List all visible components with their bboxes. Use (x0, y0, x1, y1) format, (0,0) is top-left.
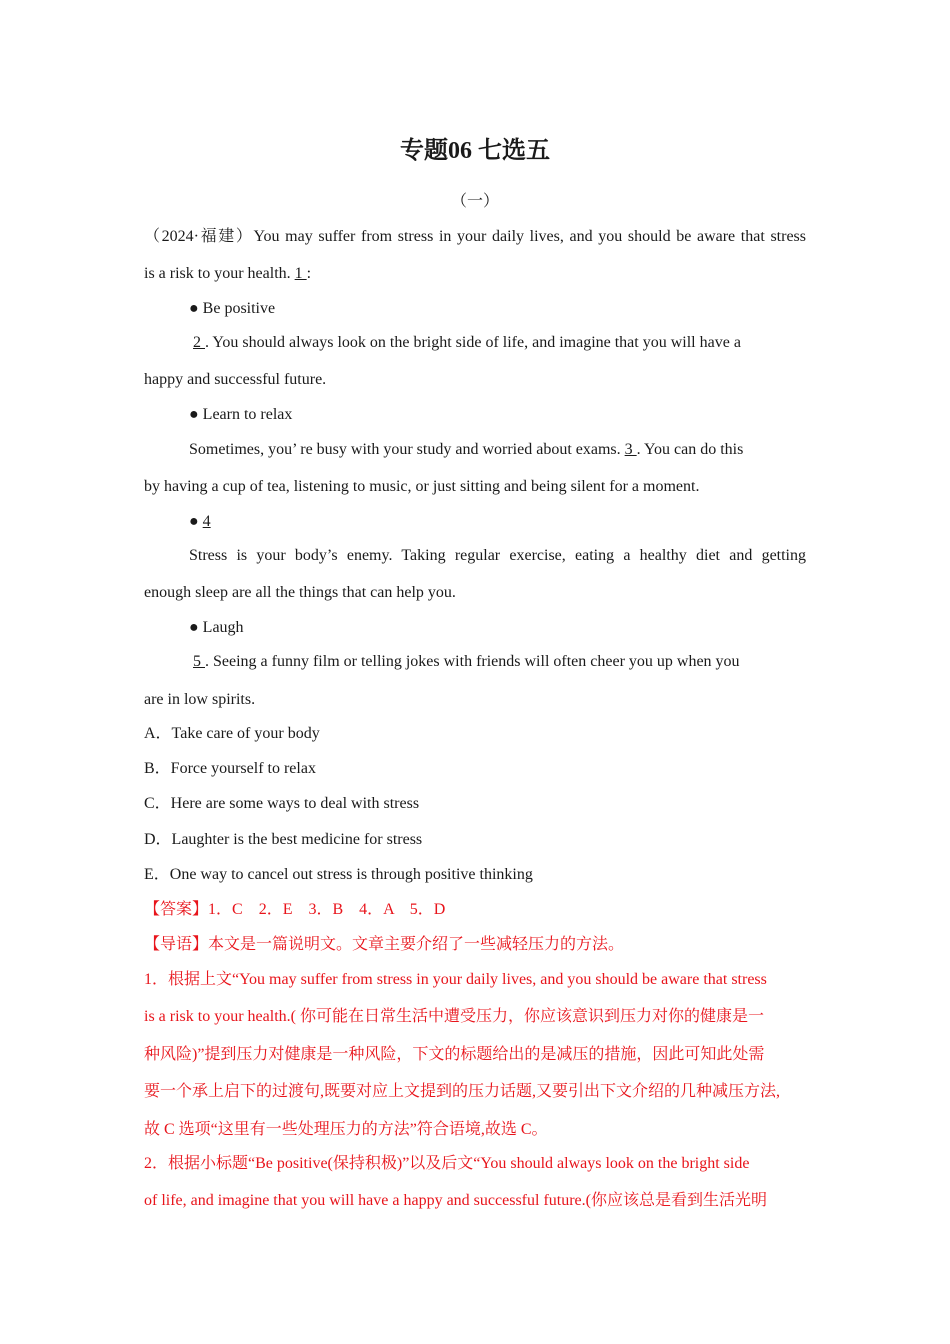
section-heading: （一） (450, 193, 499, 210)
explanation-line: 2．根据小标题“Be positive(保持积极)”以及后文“You should always look on the bright side (144, 1155, 750, 1172)
guide-line (144, 933, 806, 957)
passage-line: happy and successful future. (144, 371, 327, 388)
passage-line: Stress is your body’s enemy. Taking regular exercise, eating a healthy diet and getting (189, 547, 806, 564)
blank-1: 1 (294, 265, 307, 282)
passage-line: enough sleep are all the things that can help you. (144, 584, 456, 601)
passage-line: is a risk to your health. 1 : (144, 265, 312, 282)
answer-label: 【答案】 (144, 901, 209, 918)
explanation-line: is a risk to your health.( 你可能在日常生活中遭受压力，你应该意识到压力对你的健康是一 (144, 1008, 764, 1025)
subheading-learn-to-relax: ● Learn to relax (189, 406, 293, 423)
answer-text: 1．C 2．E 3．B 4．A 5．D (208, 901, 446, 918)
blank-4: 4 (202, 513, 211, 530)
blank-3: 3 (624, 441, 637, 458)
explanation-line: 种风险)”提到压力对健康是一种风险，下文的标题给出的是减压的措施，因此可知此处需 (144, 1046, 765, 1063)
guide-label: 【导语】 (144, 936, 209, 953)
passage-line: 5 . Seeing a funny film or telling jokes with friends will often cheer you up when you (193, 653, 740, 670)
option-d: D．Laughter is the best medicine for stress (144, 831, 423, 848)
blank-5: 5 (193, 653, 205, 670)
explanation-line: 要一个承上启下的过渡句,既要对应上文提到的压力话题,又要引出下文介绍的几种减压方法, (144, 1083, 781, 1100)
passage-line: by having a cup of tea, listening to music, or just sitting and being silent for a moment. (144, 478, 700, 495)
explanation-line: of life, and imagine that you will have a happy and successful future.(你应该总是看到生活光明 (144, 1192, 767, 1209)
explanation-line: 1．根据上文“You may suffer from stress in your daily lives, and you should be aware that stress (144, 971, 767, 988)
option-e: E．One way to cancel out stress is through positive thinking (144, 866, 533, 883)
option-c: C．Here are some ways to deal with stress (144, 795, 420, 812)
blank-2: 2 (193, 334, 205, 351)
answer-line (144, 898, 806, 922)
passage-line: （2024·福建）You may suffer from stress in your daily lives, and you should be aware that stress (144, 228, 806, 245)
explanation-line: 故 C 选项“这里有一些处理压力的方法”符合语境,故选 C。 (144, 1121, 548, 1138)
passage-line: Sometimes, you’ re busy with your study and worried about exams. 3 . You can do this (189, 441, 744, 458)
passage-line: 2 . You should always look on the bright side of life, and imagine that you will have a (193, 334, 741, 351)
guide-text: 本文是一篇说明文。文章主要介绍了一些减轻压力的方法。 (208, 936, 625, 953)
option-a: A．Take care of your body (144, 725, 320, 742)
page-title: 专题06 七选五 (400, 138, 550, 164)
option-b: B．Force yourself to relax (144, 760, 316, 777)
subheading-be-positive: ● Be positive (189, 300, 276, 317)
passage-line: are in low spirits. (144, 691, 256, 708)
subheading-blank-4: ● 4 (189, 513, 211, 530)
subheading-laugh: ● Laugh (189, 619, 244, 636)
